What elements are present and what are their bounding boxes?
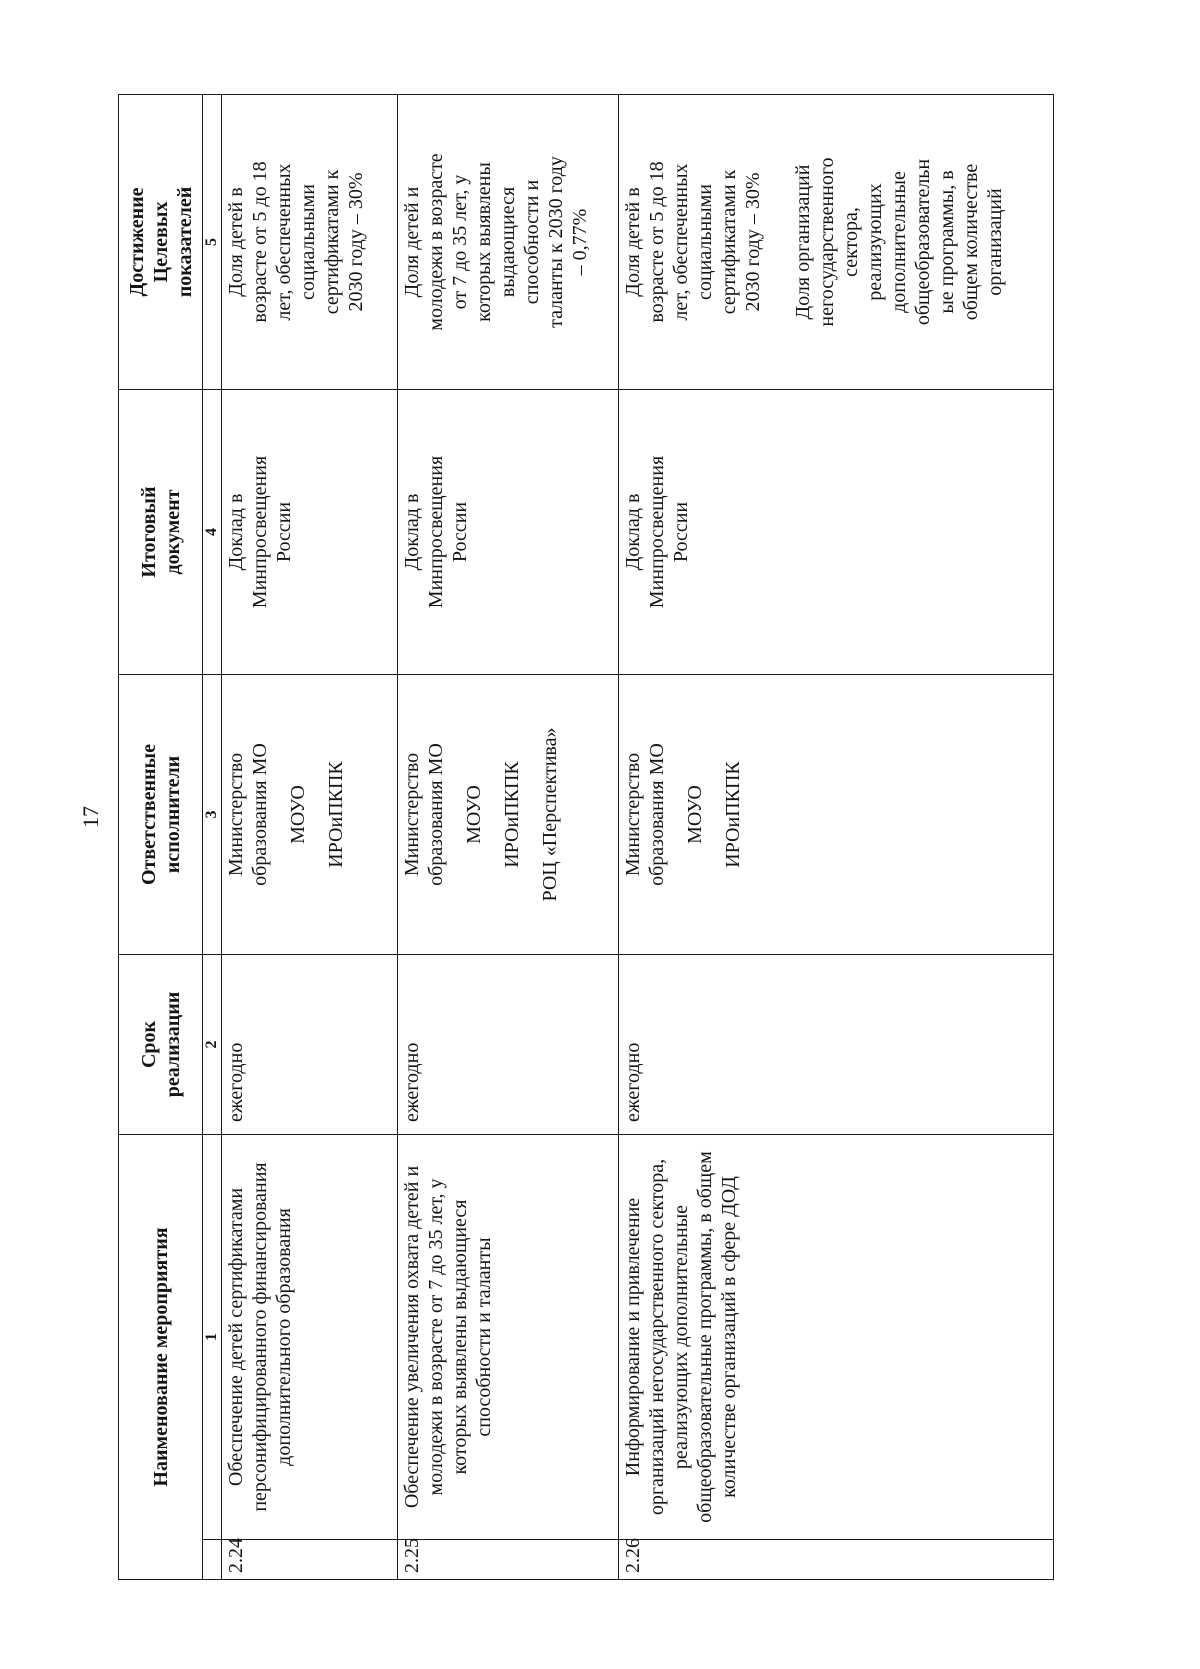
target-indicators: Доля детей в возрасте от 5 до 18 лет, обеспеченных социальными сертификатами к 2030 году – 30% Доля организаций негосударственного сектора, реализующих дополнительные общеобразовательн ые программы, в общем количестве организаций (619, 95, 1054, 390)
table-row (397, 95, 619, 1580)
header-document: Итоговый документ (119, 390, 203, 675)
column-number: 3 (203, 675, 222, 955)
target-indicators: Доля детей в возрасте от 5 до 18 лет, обеспеченных социальными сертификатами к 2030 году – 30% (222, 95, 398, 390)
header-executors: Ответственные исполнители (119, 675, 203, 955)
header-term: Срок реализации (119, 955, 203, 1135)
column-number: 5 (203, 95, 222, 390)
target-indicators: Доля детей и молодежи в возрасте от 7 до 35 лет, у которых выявлены выдающиеся способности и таланты к 2030 году – 0,77% (397, 95, 619, 390)
measure-name: Обеспечение детей сертификатами персонифицированного финансирования дополнительного образования (222, 1135, 398, 1540)
header-goals: Достижение Целевых показателей (119, 95, 203, 390)
final-document: Доклад в Минпросвещения России (619, 390, 1054, 675)
implementation-term: ежегодно (619, 955, 1054, 1135)
row-id: 2.24 (222, 1540, 398, 1580)
header-row (119, 95, 203, 1580)
implementation-term: ежегодно (397, 955, 619, 1135)
responsible-executors: Министерство образования МО МОУО ИРОиПКПК (619, 675, 1054, 955)
measure-name: Информирование и привлечение организаций негосударственного сектора, реализующих дополнительные общеобразовательные программы, в общем количестве организаций в сфере ДОД (619, 1135, 1054, 1540)
table-row (619, 95, 1054, 1580)
row-id: 2.25 (397, 1540, 619, 1580)
column-number: 4 (203, 390, 222, 675)
column-number: 1 (203, 1135, 222, 1540)
column-number-row (203, 95, 222, 1580)
row-id: 2.26 (619, 1540, 1054, 1580)
responsible-executors: Министерство образования МО МОУО ИРОиПКПК РОЦ «Перспектива» (397, 675, 619, 955)
responsible-executors: Министерство образования МО МОУО ИРОиПКПК (222, 675, 398, 955)
final-document: Доклад в Минпросвещения России (397, 390, 619, 675)
page-number: 17 (78, 806, 103, 828)
column-number: 2 (203, 955, 222, 1135)
measures-table (118, 94, 1054, 1580)
implementation-term: ежегодно (222, 955, 398, 1135)
column-number-spacer (203, 1540, 222, 1580)
document-table-sheet (118, 95, 1054, 1580)
measure-name: Обеспечение увеличения охвата детей и молодежи в возрасте от 7 до 35 лет, у которых выявлены выдающиеся способности и таланты (397, 1135, 619, 1540)
header-name: Наименование мероприятия (119, 1135, 203, 1580)
final-document: Доклад в Минпросвещения России (222, 390, 398, 675)
table-row (222, 95, 398, 1580)
